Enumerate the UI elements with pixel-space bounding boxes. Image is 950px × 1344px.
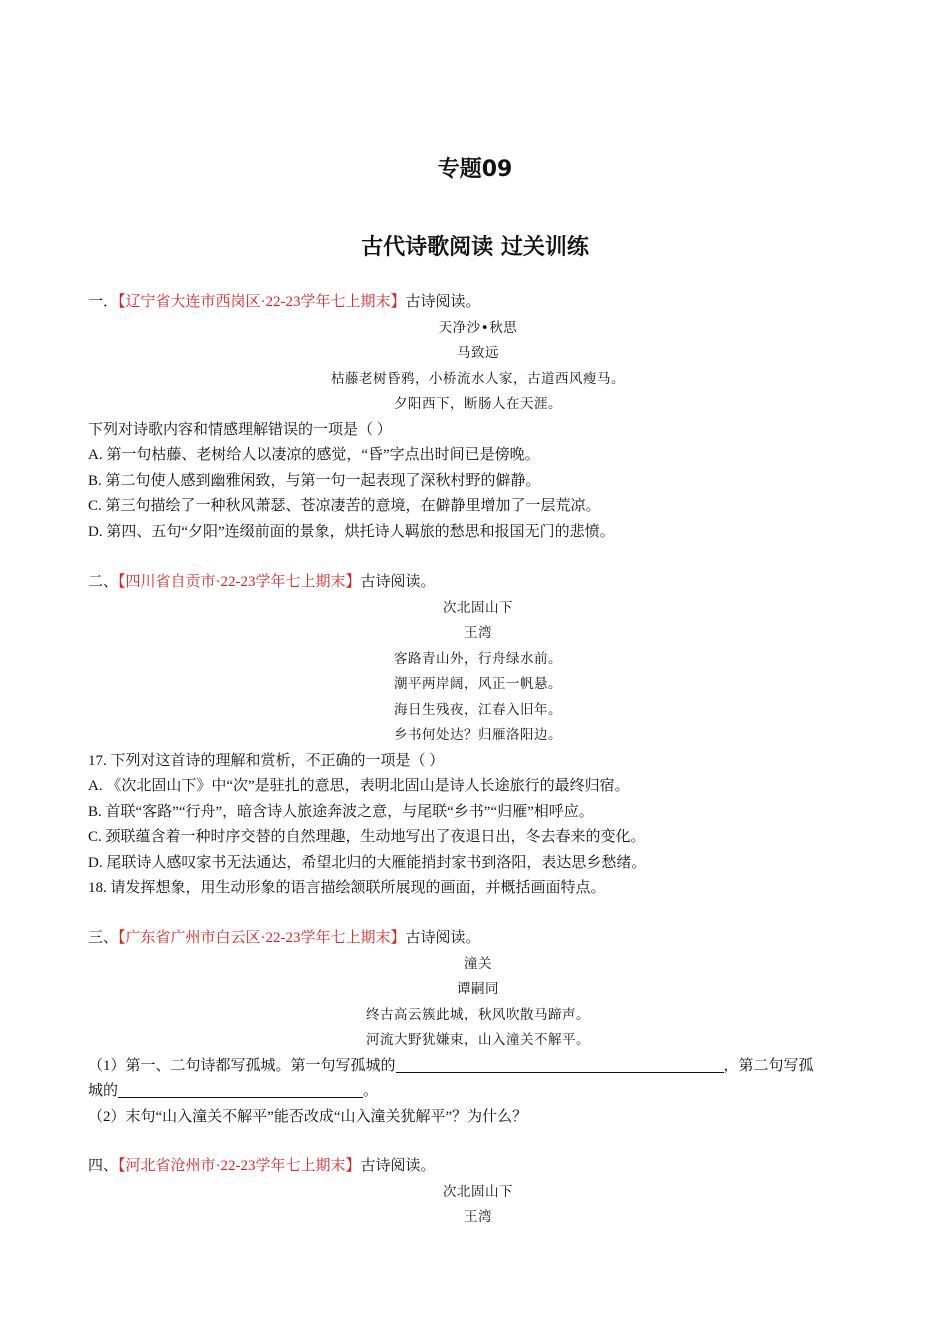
section-number: 三、 bbox=[88, 930, 119, 946]
topic-number-title: 专题09 bbox=[437, 157, 513, 182]
poem-author: 王湾 bbox=[464, 625, 492, 641]
poem-line: 枯藤老树昏鸦，小桥流水人家，古道西风瘦马。 bbox=[331, 370, 625, 387]
poem-line: 夕阳西下，断肠人在天涯。 bbox=[394, 396, 562, 412]
section-label: 古诗阅读。 bbox=[360, 574, 436, 590]
poem-author: 马致远 bbox=[457, 345, 499, 361]
section-heading bbox=[88, 1154, 868, 1180]
question-text: ，第二句写孤 bbox=[723, 1057, 814, 1074]
option-c: C. 颈联蕴含着一种时序交替的自然理趣，生动地写出了夜退日出，冬去春来的变化。 bbox=[88, 829, 646, 845]
source-tag: 【四川省自贡市·22-23学年七上期末】 bbox=[118, 574, 361, 590]
poem-line: 潮平两岸阔，风正一帆悬。 bbox=[394, 676, 562, 692]
question-text: 。 bbox=[363, 1083, 379, 1099]
section-label: 古诗阅读。 bbox=[360, 1158, 436, 1174]
answer-blank-1[interactable] bbox=[396, 1054, 724, 1073]
section-heading bbox=[88, 570, 868, 596]
poem-line: 河流大野犹嫌束，山入潼关不解平。 bbox=[366, 1032, 590, 1048]
poem-line: 终古高云簇此城，秋风吹散马蹄声。 bbox=[366, 1006, 590, 1023]
question-text: 城的 bbox=[88, 1083, 119, 1099]
section-4 bbox=[88, 1154, 868, 1231]
source-tag: 【河北省沧州市·22-23学年七上期末】 bbox=[118, 1158, 361, 1174]
section-label: 古诗阅读。 bbox=[405, 294, 481, 310]
option-d: D. 尾联诗人感叹家书无法通达，希望北归的大雁能捎封家书到洛阳，表达思乡愁绪。 bbox=[88, 854, 647, 871]
option-b: B. 第二句使人感到幽雅闲致，与第一句一起表现了深秋村野的僻静。 bbox=[88, 472, 541, 489]
question-3-1 bbox=[88, 1054, 868, 1080]
section-2 bbox=[88, 570, 868, 902]
source-tag: 【广东省广州市白云区·22-23学年七上期末】 bbox=[118, 930, 406, 946]
question-18: 18. 请发挥想象，用生动形象的语言描绘颔联所展现的画面，并概括画面特点。 bbox=[88, 880, 606, 896]
section-heading bbox=[88, 290, 868, 316]
poem-line: 客路青山外，行舟绿水前。 bbox=[394, 650, 562, 667]
question-3-1-cont bbox=[88, 1079, 868, 1105]
poem-title: 天净沙•秋思 bbox=[438, 319, 518, 336]
option-c: C. 第三句描绘了一种秋风萧瑟、苍凉凄苦的意境，在僻静里增加了一层荒凉。 bbox=[88, 498, 601, 514]
poem-line: 海日生残夜，江春入旧年。 bbox=[394, 701, 562, 718]
section-number: 四、 bbox=[88, 1158, 119, 1174]
option-d: D. 第四、五句“夕阳”连缀前面的景象，烘托诗人羁旅的愁思和报国无门的悲愤。 bbox=[88, 523, 615, 540]
question-3-2: （2）末句“山入潼关不解平”能否改成“山入潼关犹解平”？为什么？ bbox=[88, 1108, 528, 1125]
question-text: （1）第一、二句诗都写孤城。第一句写孤城的 bbox=[88, 1057, 396, 1074]
poem-title: 次北固山下 bbox=[443, 1183, 513, 1200]
poem-title: 潼关 bbox=[464, 955, 492, 972]
option-a: A. 第一句枯藤、老树给人以凄凉的感觉，“昏”字点出时间已是傍晚。 bbox=[88, 447, 540, 463]
option-a: A. 《次北固山下》中“次”是驻扎的意思，表明北固山是诗人长途旅行的最终归宿。 bbox=[88, 778, 630, 794]
section-heading bbox=[88, 926, 868, 952]
poem-author: 王湾 bbox=[464, 1209, 492, 1225]
option-b: B. 首联“客路”“行舟”，暗含诗人旅途奔波之意，与尾联“乡书”“归雁”相呼应。 bbox=[88, 803, 594, 820]
source-tag: 【辽宁省大连市西岗区·22-23学年七上期末】 bbox=[118, 294, 406, 310]
section-1 bbox=[88, 290, 868, 545]
poem-line: 乡书何处达？归雁洛阳边。 bbox=[394, 727, 562, 743]
poem-author: 谭嗣同 bbox=[457, 981, 499, 997]
section-number: 一． bbox=[88, 294, 119, 310]
question-text: 下列对诗歌内容和情感理解错误的一项是（ ） bbox=[88, 421, 392, 438]
section-number: 二、 bbox=[88, 574, 119, 590]
topic-main-title: 古代诗歌阅读 过关训练 bbox=[361, 235, 589, 260]
poem-title: 次北固山下 bbox=[443, 599, 513, 616]
section-3 bbox=[88, 926, 868, 1130]
answer-blank-2[interactable] bbox=[118, 1079, 363, 1098]
question-17: 17. 下列对这首诗的理解和赏析，不正确的一项是（ ） bbox=[88, 752, 445, 769]
section-label: 古诗阅读。 bbox=[405, 930, 481, 946]
